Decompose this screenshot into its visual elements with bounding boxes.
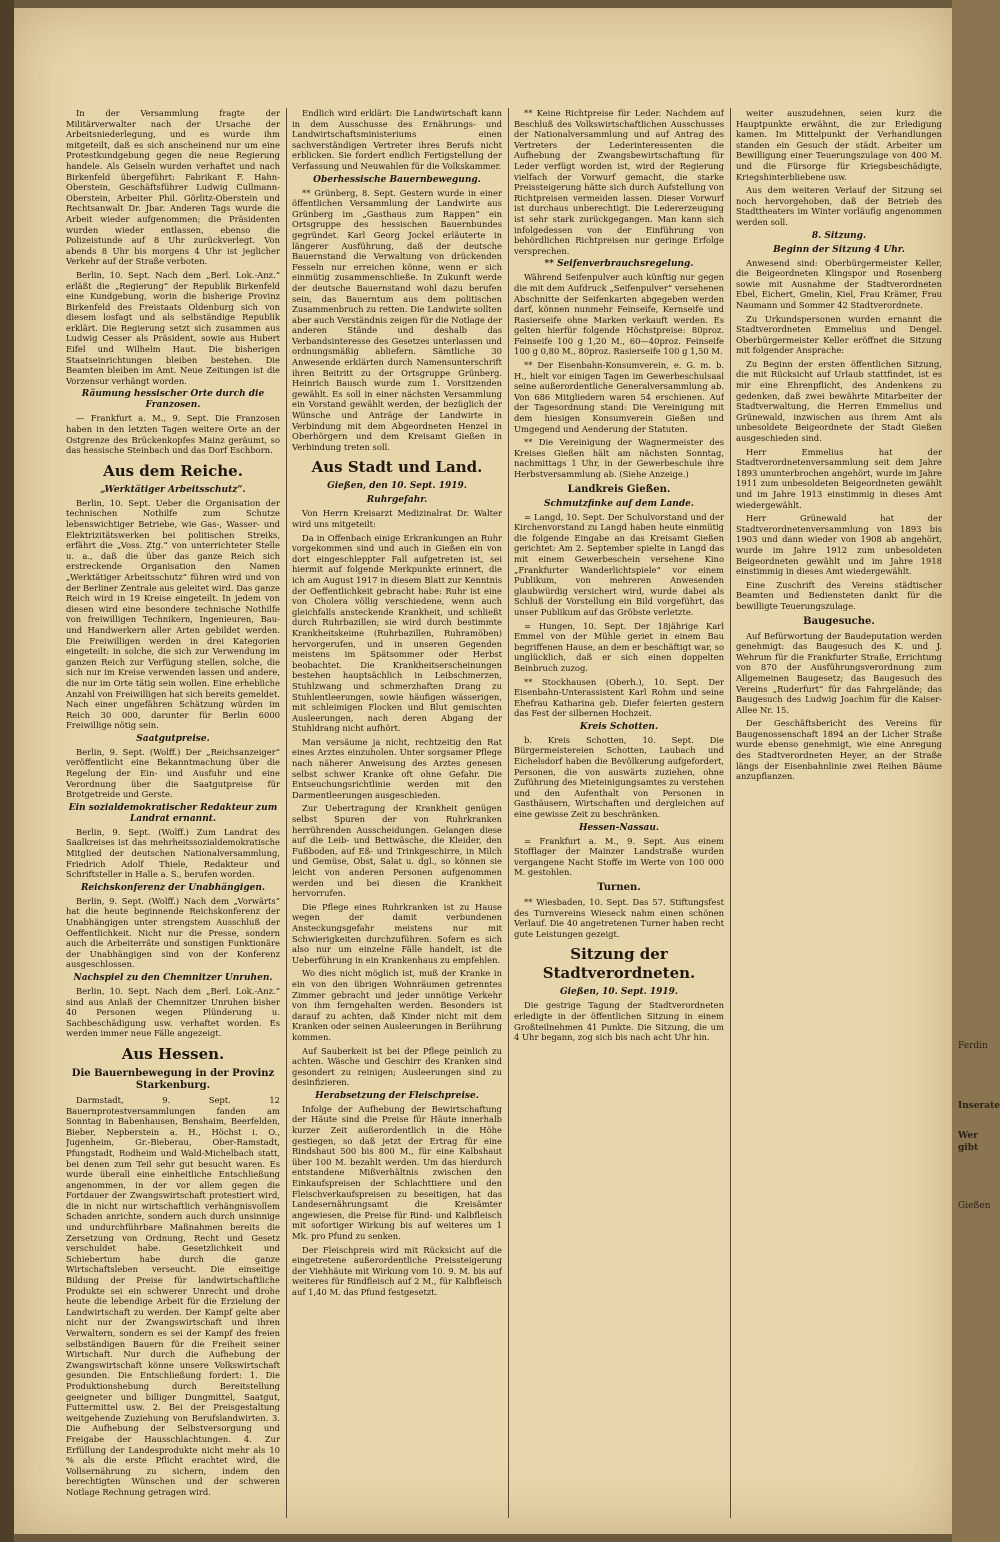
article-paragraph: Während Seifenpulver auch künftig nur gegen die mit dem Aufdruck „Seifenpulver“ versehenen Abschnitte der Seifenkarten abgegeben werden darf, können nunmehr Feinseife, Kernseife und Rasierseife ohne Marken verkauft werden. Es gelten hierfür folgende Höchstpreise: 80proz. Feinseife 100 g 1,20 M., 60—40proz. Feinseife 100 g 0,80 M., 80proz. Rasierseife 100 g 1,50 M. — [514, 272, 724, 357]
section-heading: Sitzung der Stadtverordneten. — [542, 945, 696, 983]
article-paragraph: ** Stockhausen (Oberh.), 10. Sept. Der Eisenbahn-Unterassistent Karl Rohm und seine Ehefrau Katharina geb. Diefer feierten gestern das Fest der silbernen Hochzeit. — [514, 676, 724, 719]
article-paragraph: Darmstadt, 9. Sept. 12 Bauernprotestversammlungen fanden am Sonntag in Babenhausen, Benshaim, Beerfelden, Bieber, Nepberstein a. H., Höchst i. O., Jugenheim, Gr.-Bieberau, Ober-Ramstadt, Pfungstadt, Rodheim und Wald-Michelbach statt, bei denen zum Teil sehr gut besucht waren. Es wurde überall eine einheitliche Entschließung angenommen, in der vor allem gegen die Fortdauer der Zwangswirtschaft protestiert wird, die in nicht nur wirtschaftlich verhängnisvollem Schaden anrichte, sondern auch durch unsinnige und undurchführbare Maßnahmen bereits die Zersetzung von Ordnung, Recht und Gesetz verschuldet habe. Gesetzlichkeit und Schiebertum habe durch die ganze Wirtschaftsleben verseucht. Die einseitige Bildung der Preise für landwirtschaftliche Produkte sei ein schwerer Unrecht und drohe heute die lebendige Arbeit für die Erzielung der Landwirtschaft zu werden. Der Kampf gelte aber nicht nur der Zwangswirtschaft und ihren Verwaltern, sondern es sei der Kampf des freien selbständigen Bauern für die Freiheit seiner Wirtschaft. Nur durch die Aufhebung der Zwangswirtschaft könne unsere Volkswirtschaft gesunden. Die Entschließung fordert: 1. Die Produktionshebung durch Bereitstellung geeigneter und billiger Dungmittel, Saatgut, Futtermittel usw. 2. Bei der Preisgestaltung weitgehende Zuziehung von Berufslandwirten. 3. Die Aufhebung der Selbstversorgung und Freigabe der Hausschlachtungen. 4. Zur Erfüllung der Landesprodukte nicht mehr als 10 % als die erste Pflicht erachtet wird, die Vollsernährung zu sichern, indem den berechtigten Wünschen und der schweren Notlage Rechnung getragen wird. — [66, 1094, 280, 1497]
edge-text-inserate: Inserate — [958, 1101, 1000, 1111]
column-3 — [514, 108, 724, 1518]
article-heading: Landkreis Gießen. — [567, 483, 671, 495]
article-paragraph: ** Die Vereinigung der Wagnermeister des Kreises Gießen hält am nächsten Sonntag, nachmittags 1 Uhr, in der Gewerbeschule ihre Herbstversammlung ab. (Siehe Anzeige.) — [514, 437, 724, 479]
article-paragraph: = Langd, 10. Sept. Der Schulvorstand und der Kirchenvorstand zu Langd haben heute einmütig die folgende Eingabe an das Kreisamt Gießen gerichtet: Am 2. September spielte in Langd das mit einem Gewerbeschein versehene Kino „Frankfurter Wanderlichtspiele“ vor einem Publikum, von mehreren Anwesenden glaubwürdig versichert wird, wurde dabei als Schluß der Vorstellung ein Bild vorgeführt, das unser Publikum auf das Gröbste verletzte. — [514, 511, 724, 617]
article-paragraph: Die gestrige Tagung der Stadtverordneten erledigte in der öffentlichen Sitzung in einem Großteilnehmen 41 Punkte. Die Sitzung, die um 4 Uhr begann, zog sich bis nach acht Uhr hin. — [514, 1000, 724, 1043]
article-paragraph: = Frankfurt a. M., 9. Sept. Aus einem Stofflager der Mainzer Landstraße wurden vergangene Nacht Stoffe im Werte von 100 000 M. gestohlen. — [514, 835, 724, 878]
article-paragraph: = Hungen, 10. Sept. Der 18jährige Karl Emmel von der Mühle geriet in einem Bau begriffenen Hause, an dem er beschäftigt war, so unglücklich, daß er sich einen doppelten Beinbruch zuzog. — [514, 620, 724, 673]
article-heading: Saatgutpreise. — [136, 733, 210, 744]
article-paragraph: Zu Urkundspersonen wurden ernannt die Stadtverordneten Emmelius und Dengel. Oberbürgermeister Keller eröffnet die Sitzung mit folgender Ansprache: — [736, 313, 942, 356]
article-heading: Ein sozialdemokratischer Redakteur zum Landrat ernannt. — [68, 802, 278, 824]
article-heading: ** Seifenverbrauchsregelung. — [544, 259, 694, 270]
column-rule — [730, 108, 731, 1518]
dateline: Gießen, den 10. Sept. 1919. — [327, 481, 467, 492]
article-paragraph: Die Pflege eines Ruhrkranken ist zu Hause wegen der damit verbundenen Ansteckungsgefahr meistens nur mit Schwierigkeiten durchzuführen. Sofern es sich also nur um einzelne Fälle handelt, ist die Ueberführung in ein Krankenhaus zu empfehlen. — [292, 901, 502, 965]
article-paragraph: Infolge der Aufhebung der Bewirtschaftung der Häute sind die Preise für Häute innerhalb kurzer Zeit außerordentlich in die Höhe gestiegen, so daß jetzt der Ertrag für eine Rindshaut 500 bis 800 M., für eine Kalbshaut über 100 M. bezahlt werden. Um das hierdurch entstandene Mißverhältnis zwischen den Einkaufspreisen der Schlachttiere und den Fleischverkaufspreisen zu beseitigen, hat das Landesernährungsamt die Kreisämter angewiesen, die Preise für Rind- und Kalbfleisch mit sofortiger Wirkung bis auf weiteres um 1 Mk. pro Pfund zu senken. — [292, 1103, 502, 1241]
section-heading: Aus Stadt und Land. — [311, 458, 483, 477]
page-edge-left — [0, 0, 14, 1542]
article-paragraph: Herr Grünewald hat der Stadtverordnetenversammlung von 1893 bis 1903 und dann wieder von 1908 ab angehört, wurde im Jahre 1912 zum unbesoldeten Beigeordneten gewählt und im Jahre 1918 einstimmig in dieses Amt wiedergewählt. — [736, 513, 942, 577]
edge-text-giessen: Gießen — [958, 1201, 991, 1211]
article-paragraph: ** Grünberg, 8. Sept. Gestern wurde in einer öffentlichen Versammlung der Landwirte aus Grünberg im „Gasthaus zum Rappen“ ein Ortsgruppe des hessischen Bauernbundes gegründet. Karl Georg Jockel erläuterte in längerer Ausführung, daß der deutsche Bauernstand die Verwaltung von drückenden Fesseln nur erreichen könne, wenn er sich einmütig zusammenschließe. In Zukunft werde der deutsche Bauernstand wohl dazu berufen sein, das Bauerntum aus dem politischen Zusammenbruch zu retten. Die Landwirte sollten aber auch Verständnis zeigen für die Notlage der anderen Stände und deshalb das Verbandsinteresse des Gesetzes unterlassen und ordnungsmäßig abliefern. Sämtliche 30 Anwesende erklärten durch Namensunterschrift ihren Beitritt zu der Ortsgruppe Grünberg. Heinrich Bausch wurde zum 1. Vorsitzenden gewählt. Es soll in einer nächsten Versammlung ein Vorstand gewählt werden, der bezüglich der Wünsche und Anträge der Landwirte in Verbindung mit dem Abgeordneten Henzel in Oberhörgern und dem Kreisamt Gießen in Verbindung treten soll. — [292, 187, 502, 452]
newspaper-page — [14, 8, 952, 1534]
article-paragraph: weiter auszudehnen, seien kurz die Hauptpunkte erwähnt, die zur Erledigung kamen. Im Mittelpunkt der Verhandlungen standen ein Gesuch der städt. Arbeiter um Bewilligung einer Teuerungszulage von 400 M. und die Fürsorge für Kriegsbeschädigte, Kriegshinterbliebene usw. — [736, 108, 942, 182]
article-paragraph: Zur Uebertragung der Krankheit genügen selbst Spuren der von Ruhrkranken herrührenden Ausscheidungen. Gelangen diese auf die Leib- und Bettwäsche, die Kleider, den Fußboden, auf Eß- und Trinkgeschirre, in Milch und Gemüse, Obst, Salat u. dgl., so können sie leicht von anderen Personen aufgenommen werden und bei diesen die Krankheit hervorrufen. — [292, 803, 502, 899]
article-paragraph: b. Kreis Schotten, 10. Sept. Die Bürgermeistereien Schotten, Laubach und Eichelsdorf haben die Bevölkerung aufgefordert, Personen, die von auswärts zuziehen, ohne Zuführung des Mieteinigungsamtes zu verstehen und den Aufenthalt von Personen in Gasthäusern, Wirtschaften und dergleichen auf eine gewisse Zeit zu beschränken. — [514, 734, 724, 820]
column-4 — [736, 108, 942, 1518]
article-heading: Beginn der Sitzung 4 Uhr. — [773, 244, 905, 255]
edge-text-ferdin: Ferdin — [958, 1041, 988, 1051]
article-paragraph: ** Wiesbaden, 10. Sept. Das 57. Stiftungsfest des Turnvereins Wieseck nahm einen schönen Verlauf. Die 40 angetretenen Turner haben recht gute Leistungen gezeigt. — [514, 897, 724, 939]
article-paragraph: Berlin, 9. Sept. (Wolff.) Der „Reichsanzeiger“ veröffentlicht eine Bekanntmachung über die Regelung der Ein- und Ausfuhr und eine Verordnung über die Saatgutpreise für Brotgetreide und Gerste. — [66, 746, 280, 800]
article-paragraph: Berlin, 9. Sept. (Wolff.) Zum Landrat des Saalkreises ist das mehrheitssozialdemokratische Mitglied der deutschen Nationalversammlung, Friedrich Adolf Thiele, Redakteur und Schriftsteller in Halle a. S., berufen worden. — [66, 826, 280, 880]
article-heading: 8. Sitzung. — [811, 230, 867, 241]
article-paragraph: Da in Offenbach einige Erkrankungen an Ruhr vorgekommen sind und auch in Gießen ein von dort eingeschleppter Fall aufgetreten ist, sei hiermit auf folgende Merkpunkte erinnert, die ich am August 1917 in diesem Blatt zur Kenntnis der Oeffentlichkeit gebracht habe: Ruhr ist eine von Cholera völlig verschiedene, wenn auch gleichfalls ansteckende Krankheit, und schließt durch Ruhrbazillen; sie wird durch bestimmte Krankheitskeime (Ruhrbazillen, Ruhramöben) hervorgerufen, und in unseren Gegenden meistens im Spätsommer oder Herbst beobachtet. Die Krankheitserscheinungen bestehen hauptsächlich in Leibschmerzen, Stuhlzwang und schmerzhaften Drang zu Stuhlentleerungen, sowie häufigen wässerigen, mit schleimigen Flocken und Blut gemischten Ausleerungen, nach deren Abgang der Stuhldrang nicht aufhört. — [292, 532, 502, 734]
article-paragraph: Berlin, 9. Sept. (Wolff.) Nach dem „Vorwärts“ hat die heute beginnende Reichskonferenz der Unabhängigen unter strengstem Ausschluß der Oeffentlichkeit. Nicht nur die Presse, sondern auch die Arbeiterräte und sonstigen Funktionäre der Unabhängigen sind von der Konferenz ausgeschlossen. — [66, 895, 280, 970]
page-edge-right — [952, 0, 1000, 1542]
article-paragraph: Auf Sauberkeit ist bei der Pflege peinlich zu achten. Wäsche und Geschirr des Kranken sind gesondert zu reinigen; Ausleerungen sind zu desinfizieren. — [292, 1045, 502, 1088]
article-paragraph: Zu Beginn der ersten öffentlichen Sitzung, die mit Rücksicht auf Urlaub stattfindet, ist es mir eine Ehrenpflicht, des Andenkens zu gedenken, daß zwei bewährte Mitarbeiter der Stadtverwaltung, die Herren Emmelius und Grünewald, inzwischen aus ihrem Amt als unbesoldete Beigeordnete der Stadt Gießen ausgeschieden sind. — [736, 358, 942, 444]
article-paragraph: Aus dem weiteren Verlauf der Sitzung sei noch hervorgehoben, daß der Betrieb des Stadttheaters im Winter vorläufig angenommen werden soll. — [736, 185, 942, 227]
article-paragraph: Berlin, 10. Sept. Nach dem „Berl. Lok.-Anz.“ sind aus Anlaß der Chemnitzer Unruhen bisher 40 Personen wegen Plünderung u. Sachbeschädigung usw. verhaftet worden. Es werden immer neue Fälle angezeigt. — [66, 985, 280, 1039]
article-paragraph: Anwesend sind: Oberbürgermeister Keller, die Beigeordneten Klingspor und Rosenberg sowie mit Ausnahme der Stadtverordneten Ebel, Eichert, Gmelin, Kiel, Frau Krämer, Frau Naumann und Sommer 42 Stadtverordnete. — [736, 257, 942, 310]
article-paragraph: Eine Zuschrift des Vereins städtischer Beamten und Bediensteten dankt für die bewilligte Teuerungszulage. — [736, 579, 942, 611]
article-paragraph: In der Versammlung fragte der Militärverwalter nach der Ursache der Arbeitsniederlegung, und es wurde ihm mitgeteilt, daß es sich anscheinend nur um eine Protestkundgebung gegen die neue Regierung handele. Als Geiseln wurden verhaftet und nach Birkenfeld übergeführt: Fabrikant F. Hahn-Oberstein, Geschäftsführer Ludwig Cullmann-Oberstein, Arbeiter Phil. Görlitz-Oberstein und Rechtsanwalt Dr. Jbar. Anderen Tags wurde die Arbeit wieder aufgenommen; die Präsidenten wurden wieder entlassen, ebenso die Polizeistunde auf 8 Uhr zurückverlegt. Von abends 8 Uhr bis morgens 4 Uhr ist jeglicher Verkehr auf der Straße verboten. — [66, 108, 280, 267]
section-heading: Aus Hessen. — [121, 1044, 225, 1063]
article-heading: Die Bauernbewegung in der Provinz Starkenburg. — [71, 1067, 275, 1091]
article-heading: Oberhessische Bauernbewegung. — [313, 174, 481, 185]
article-paragraph: Berlin, 10. Sept. Nach dem „Berl. Lok.-Anz.“ erläßt die „Regierung“ der Republik Birkenfeld eine Kundgebung, worin die bisherige Provinz Birkenfeld des Freistaats Oldenburg sich von diesem losfagt und als selbständige Republik erklärt. Die Regierung setzt sich zusammen aus Ludwig Cesser als Präsident, sowie aus Hubert Eifel und Wilhelm Haut. Die bisherigen Staatseinrichtungen bleiben bestehen. Die Beamten bleiben im Amt. Neue Zeitungen ist die Vorzensur verhängt worden. — [66, 269, 280, 386]
article-heading: „Werktätiger Arbeitsschutz“. — [100, 484, 246, 495]
dateline: Gießen, 10. Sept. 1919. — [559, 987, 679, 998]
article-paragraph: Man versäume ja nicht, rechtzeitig den Rat eines Arztes einzuholen. Unter sorgsamer Pflege nach näherer Anweisung des Arztes genesen selbst schwer Kranke oft ohne Gefahr. Die Entseuchungsrichtlinie werden mit den Darmentleerungen ausgeschieden. — [292, 736, 502, 800]
edge-text-wer-gibt: Wer gibt — [958, 1131, 979, 1153]
column-rule — [286, 108, 287, 1518]
article-heading: Reichskonferenz der Unabhängigen. — [80, 882, 266, 893]
article-paragraph: Der Geschäftsbericht des Vereins für Baugenossenschaft 1894 an der Licher Straße wurde ebenso genehmigt, wie eine Anregung des Stadtverordneten Heyer, an der Straße längs der Eisenbahnlinie zwei Reihen Bäume anzupflanzen. — [736, 718, 942, 782]
article-heading: Baugesuche. — [803, 615, 875, 627]
article-heading: Ruhrgefahr. — [366, 495, 428, 506]
article-heading: Hessen-Nassau. — [578, 822, 660, 833]
column-rule — [508, 108, 509, 1518]
article-heading: Schmutzfinke auf dem Lande. — [544, 498, 694, 509]
article-paragraph: ** Der Eisenbahn-Konsumverein, e. G. m. b. H., hielt vor einigen Tagen im Gewerbeschulsaal seine außerordentliche Generalversammlung ab. Von 686 Mitgliedern waren 54 erschienen. Auf der Tagesordnung stand: Die Vereinigung mit dem hiesigen Konsumverein Gießen und Umgegend und Aenderung der Statuten. — [514, 360, 724, 434]
article-paragraph: Berlin, 10. Sept. Ueber die Organisation der technischen Nothilfe zum Schutze lebenswichtiger Betriebe, wie Gas-, Wasser- und Elektrizitätswerken bei politischen Streiks, erfährt die „Voss. Ztg.“ von unterrichteter Stelle u. a., daß die über das ganze Reich sich erstreckende Organisation den Namen „Werktätiger Arbeitsschutz“ führen wird und von der Berliner Zentrale aus geleitet wird. Das ganze Reich wird in 19 Kreise eingeteilt. In jedem von diesen wird eine besondere technische Nothilfe von freiwilligen Technikern, Ingenieuren, Bau- und Handwerkern aller Arten gebildet werden. Die Freiwilligen werden in drei Kategorien eingeteilt: in solche, die sich zur Verwendung im ganzen Reich zur Verfügung stellen, solche, die sich nur im Kreise verwenden lassen und andere, die nur im Orte tätig sein wollen. Eine erhebliche Anzahl von Freiwilligen hat sich bereits gemeldet. Nach einer ungefähren Schätzung würden im Reich 30 000, darunter für Berlin 6000 Freiwillige nötig sein. — [66, 497, 280, 731]
article-heading: Herabsetzung der Fleischpreise. — [315, 1090, 479, 1101]
article-heading: Kreis Schotten. — [579, 721, 659, 732]
column-1 — [66, 108, 280, 1518]
article-paragraph: Endlich wird erklärt: Die Landwirtschaft kann in dem Ausschusse des Ernährungs- und Landwirtschaftsministeriums einen sachverständigen Vertreter ihres Berufs nicht erblicken. Sie fordert endlich Fertigstellung der Verfassung und Neuwahlen für die Volkskammer. — [292, 108, 502, 171]
article-paragraph: Von Herrn Kreisarzt Medizinalrat Dr. Walter wird uns mitgeteilt: — [292, 508, 502, 529]
article-heading: Turnen. — [597, 882, 641, 893]
article-heading: Räumung hessischer Orte durch die Franzosen. — [81, 389, 265, 411]
article-heading: Nachspiel zu den Chemnitzer Unruhen. — [73, 972, 273, 983]
article-paragraph: Auf Befürwortung der Baudeputation werden genehmigt: das Baugesuch des K. und J. Wehrum für die Frankfurter Straße, Errichtung von 870 der Ausführungsverordnung zum Allgemeinen Baugesetz; das Baugesuch des Vereins „Ruderfurt“ für das Fahrgelände; das Baugesuch des Ludwig Joachim für die Kaiser-Allee Nr. 15. — [736, 630, 942, 715]
article-paragraph: ** Keine Richtpreise für Leder. Nachdem auf Beschluß des Volkswirtschaftlichen Ausschusses der Nationalversammlung und auf Antrag des Vertreters der Lederinteressenten die Aufhebung der Zwangsbewirtschaftung für Leder verfügt worden ist, wird der Regierung vielfach der Vorwurf gemacht, die starke Preissteigerung hätte sich durch Aufstellung von Richtpreisen vermeiden lassen. Dieser Vorwurf ist durchaus unberechtigt. Die Ledererzeugung ist sehr stark zurückgegangen. Man kann sich infolgedessen von der Einführung von behördlichen Richtpreisen nur geringe Erfolge versprechen. — [514, 108, 724, 256]
column-2 — [292, 108, 502, 1518]
article-paragraph: — Frankfurt a. M., 9. Sept. Die Franzosen haben in den letzten Tagen weitere Orte an der Ostgrenze des Brückenkopfes Mainz geräumt, so das hessische Steinbach und das Dorf Eschborn. — [66, 413, 280, 456]
article-paragraph: Wo dies nicht möglich ist, muß der Kranke in ein von den übrigen Wohnräumen getrenntes Zimmer gebracht und jeder unnötige Verkehr von ihm ferngehalten werden. Besonders ist darauf zu achten, daß Kinder nicht mit dem Kranken oder seinen Ausleerungen in Berührung kommen. — [292, 968, 502, 1042]
article-paragraph: Der Fleischpreis wird mit Rücksicht auf die eingetretene außerordentliche Preissteigerung der Viehhäute mit Wirkung vom 10. 9. M. bis auf weiteres für Rindfleisch auf 2 M., für Kalbfleisch auf 1,40 M. das Pfund festgesetzt. — [292, 1244, 502, 1297]
article-paragraph: Herr Emmelius hat der Stadtverordnetenversammlung seit dem Jahre 1893 ununterbrochen angehört, wurde im Jahre 1911 zum unbesoldeten Beigeordneten gewählt und im Jahre 1913 einstimmig in dieses Amt wiedergewählt. — [736, 446, 942, 510]
section-heading: Aus dem Reiche. — [103, 461, 243, 480]
